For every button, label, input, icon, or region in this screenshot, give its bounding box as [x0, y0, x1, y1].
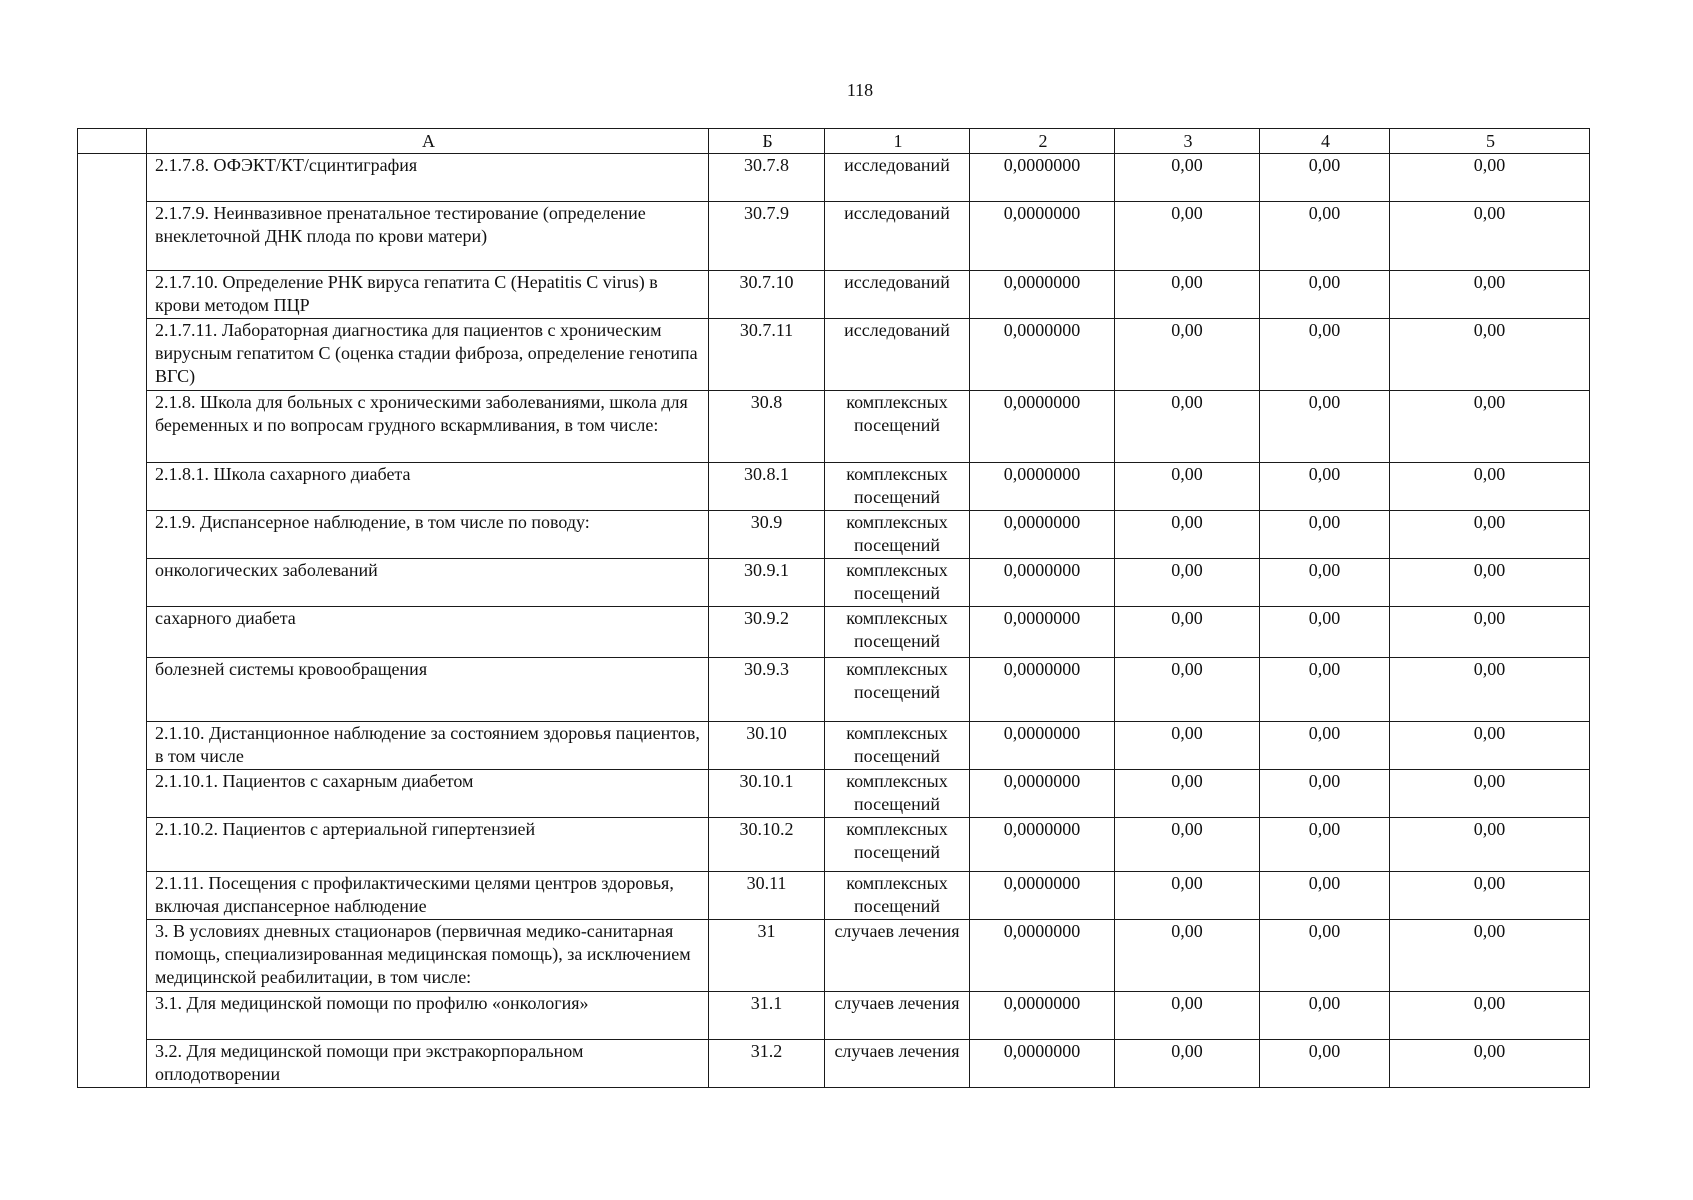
- row-value-4: 0,00: [1260, 1040, 1390, 1088]
- row-value-5: 0,00: [1390, 1040, 1590, 1088]
- row-unit: комплексных посещений: [825, 559, 970, 607]
- row-value-4: 0,00: [1260, 202, 1390, 271]
- row-value-5: 0,00: [1390, 992, 1590, 1040]
- row-name: 3.2. Для медицинской помощи при экстракорпоральном оплодотворении: [147, 1040, 709, 1088]
- row-unit: исследований: [825, 154, 970, 202]
- table-row: [78, 154, 1590, 202]
- header-cell-a: А: [147, 129, 709, 154]
- row-unit: комплексных посещений: [825, 818, 970, 872]
- row-unit: комплексных посещений: [825, 607, 970, 658]
- row-value-5: 0,00: [1390, 463, 1590, 511]
- row-code: 30.8.1: [709, 463, 825, 511]
- row-value-3: 0,00: [1115, 1040, 1260, 1088]
- row-value-4: 0,00: [1260, 607, 1390, 658]
- row-code: 30.10: [709, 722, 825, 770]
- row-name: 2.1.9. Диспансерное наблюдение, в том числе по поводу:: [147, 511, 709, 559]
- row-value-2: 0,0000000: [970, 818, 1115, 872]
- row-value-2: 0,0000000: [970, 920, 1115, 992]
- row-value-4: 0,00: [1260, 658, 1390, 722]
- table-row: [78, 391, 1590, 463]
- row-value-3: 0,00: [1115, 770, 1260, 818]
- row-value-4: 0,00: [1260, 770, 1390, 818]
- header-cell-5: 5: [1390, 129, 1590, 154]
- table-row: [78, 992, 1590, 1040]
- row-value-2: 0,0000000: [970, 872, 1115, 920]
- table-row: [78, 1040, 1590, 1088]
- row-value-4: 0,00: [1260, 559, 1390, 607]
- row-value-2: 0,0000000: [970, 271, 1115, 319]
- row-value-4: 0,00: [1260, 992, 1390, 1040]
- row-code: 30.7.8: [709, 154, 825, 202]
- row-unit: комплексных посещений: [825, 658, 970, 722]
- row-code: 30.9.3: [709, 658, 825, 722]
- row-name: 2.1.8. Школа для больных с хроническими заболеваниями, школа для беременных и по вопросам грудного вскармливания, в том числе:: [147, 391, 709, 463]
- row-value-2: 0,0000000: [970, 391, 1115, 463]
- row-value-5: 0,00: [1390, 559, 1590, 607]
- row-value-2: 0,0000000: [970, 463, 1115, 511]
- row-value-3: 0,00: [1115, 872, 1260, 920]
- row-value-2: 0,0000000: [970, 992, 1115, 1040]
- row-value-5: 0,00: [1390, 391, 1590, 463]
- row-unit: случаев лечения: [825, 1040, 970, 1088]
- row-code: 31: [709, 920, 825, 992]
- row-unit: комплексных посещений: [825, 391, 970, 463]
- row-value-4: 0,00: [1260, 920, 1390, 992]
- row-unit: исследований: [825, 319, 970, 391]
- row-value-2: 0,0000000: [970, 511, 1115, 559]
- header-cell-4: 4: [1260, 129, 1390, 154]
- row-value-3: 0,00: [1115, 607, 1260, 658]
- page-number: 118: [846, 80, 874, 100]
- row-name: болезней системы кровообращения: [147, 658, 709, 722]
- row-value-5: 0,00: [1390, 722, 1590, 770]
- row-value-3: 0,00: [1115, 920, 1260, 992]
- row-value-5: 0,00: [1390, 202, 1590, 271]
- row-unit: исследований: [825, 271, 970, 319]
- row-value-3: 0,00: [1115, 154, 1260, 202]
- row-value-4: 0,00: [1260, 391, 1390, 463]
- row-code: 30.10.2: [709, 818, 825, 872]
- row-name: сахарного диабета: [147, 607, 709, 658]
- row-name: 2.1.7.8. ОФЭКТ/КТ/сцинтиграфия: [147, 154, 709, 202]
- row-value-3: 0,00: [1115, 511, 1260, 559]
- table-row: [78, 463, 1590, 511]
- row-value-5: 0,00: [1390, 658, 1590, 722]
- row-value-5: 0,00: [1390, 511, 1590, 559]
- row-unit: комплексных посещений: [825, 511, 970, 559]
- row-name: 2.1.10. Дистанционное наблюдение за состоянием здоровья пациентов, в том числе: [147, 722, 709, 770]
- table-row: [78, 271, 1590, 319]
- row-value-2: 0,0000000: [970, 319, 1115, 391]
- row-value-4: 0,00: [1260, 319, 1390, 391]
- header-cell-b: Б: [709, 129, 825, 154]
- row-value-2: 0,0000000: [970, 1040, 1115, 1088]
- row-code: 30.8: [709, 391, 825, 463]
- row-code: 30.9: [709, 511, 825, 559]
- row-value-2: 0,0000000: [970, 607, 1115, 658]
- row-unit: случаев лечения: [825, 920, 970, 992]
- row-code: 30.9.1: [709, 559, 825, 607]
- header-cell-1: 1: [825, 129, 970, 154]
- row-value-2: 0,0000000: [970, 154, 1115, 202]
- row-value-3: 0,00: [1115, 722, 1260, 770]
- row-code: 31.1: [709, 992, 825, 1040]
- row-value-4: 0,00: [1260, 872, 1390, 920]
- row-value-3: 0,00: [1115, 202, 1260, 271]
- row-code: 31.2: [709, 1040, 825, 1088]
- row-value-5: 0,00: [1390, 271, 1590, 319]
- row-value-3: 0,00: [1115, 658, 1260, 722]
- table-row: [78, 658, 1590, 722]
- row-name: 3.1. Для медицинской помощи по профилю «онкология»: [147, 992, 709, 1040]
- row-unit: комплексных посещений: [825, 463, 970, 511]
- header-cell-2: 2: [970, 129, 1115, 154]
- row-code: 30.11: [709, 872, 825, 920]
- row-value-3: 0,00: [1115, 463, 1260, 511]
- data-table: [77, 128, 1590, 1088]
- row-value-5: 0,00: [1390, 770, 1590, 818]
- row-name: 2.1.7.9. Неинвазивное пренатальное тестирование (определение внеклеточной ДНК плода по крови матери): [147, 202, 709, 271]
- row-code: 30.7.11: [709, 319, 825, 391]
- table-row: [78, 920, 1590, 992]
- row-code: 30.7.10: [709, 271, 825, 319]
- row-name: 2.1.7.11. Лабораторная диагностика для пациентов с хроническим вирусным гепатитом С (оценка стадии фиброза, определение генотипа ВГС): [147, 319, 709, 391]
- row-value-4: 0,00: [1260, 818, 1390, 872]
- row-name: онкологических заболеваний: [147, 559, 709, 607]
- row-value-3: 0,00: [1115, 818, 1260, 872]
- left-margin-cell: [78, 154, 147, 1088]
- row-value-4: 0,00: [1260, 271, 1390, 319]
- row-code: 30.7.9: [709, 202, 825, 271]
- row-value-2: 0,0000000: [970, 202, 1115, 271]
- row-unit: комплексных посещений: [825, 770, 970, 818]
- row-name: 2.1.11. Посещения с профилактическими целями центров здоровья, включая диспансерное наблюдение: [147, 872, 709, 920]
- row-value-2: 0,0000000: [970, 658, 1115, 722]
- table-row: [78, 607, 1590, 658]
- row-value-5: 0,00: [1390, 154, 1590, 202]
- row-value-3: 0,00: [1115, 391, 1260, 463]
- row-unit: комплексных посещений: [825, 722, 970, 770]
- row-name: 2.1.8.1. Школа сахарного диабета: [147, 463, 709, 511]
- table-row: [78, 872, 1590, 920]
- row-unit: случаев лечения: [825, 992, 970, 1040]
- table-row: [78, 818, 1590, 872]
- table-row: [78, 319, 1590, 391]
- row-value-3: 0,00: [1115, 319, 1260, 391]
- table-row: [78, 559, 1590, 607]
- row-name: 2.1.10.1. Пациентов с сахарным диабетом: [147, 770, 709, 818]
- row-value-5: 0,00: [1390, 872, 1590, 920]
- row-value-4: 0,00: [1260, 463, 1390, 511]
- row-value-2: 0,0000000: [970, 722, 1115, 770]
- table-row: [78, 511, 1590, 559]
- row-value-5: 0,00: [1390, 607, 1590, 658]
- row-unit: исследований: [825, 202, 970, 271]
- row-value-3: 0,00: [1115, 992, 1260, 1040]
- row-value-5: 0,00: [1390, 920, 1590, 992]
- row-code: 30.10.1: [709, 770, 825, 818]
- table-row: [78, 722, 1590, 770]
- row-code: 30.9.2: [709, 607, 825, 658]
- row-value-3: 0,00: [1115, 271, 1260, 319]
- row-name: 2.1.7.10. Определение РНК вируса гепатита С (Hepatitis C virus) в крови методом ПЦР: [147, 271, 709, 319]
- row-value-4: 0,00: [1260, 722, 1390, 770]
- table-row: [78, 770, 1590, 818]
- header-cell-blank: [78, 129, 147, 154]
- row-value-4: 0,00: [1260, 511, 1390, 559]
- row-value-2: 0,0000000: [970, 559, 1115, 607]
- row-value-4: 0,00: [1260, 154, 1390, 202]
- row-value-2: 0,0000000: [970, 770, 1115, 818]
- row-name: 2.1.10.2. Пациентов с артериальной гипертензией: [147, 818, 709, 872]
- row-unit: комплексных посещений: [825, 872, 970, 920]
- row-value-3: 0,00: [1115, 559, 1260, 607]
- row-value-5: 0,00: [1390, 818, 1590, 872]
- header-cell-3: 3: [1115, 129, 1260, 154]
- table-row: [78, 202, 1590, 271]
- row-value-5: 0,00: [1390, 319, 1590, 391]
- header-row: [78, 129, 1590, 154]
- row-name: 3. В условиях дневных стационаров (первичная медико-санитарная помощь, специализированная медицинская помощь), за исключением медицинской реабилитации, в том числе:: [147, 920, 709, 992]
